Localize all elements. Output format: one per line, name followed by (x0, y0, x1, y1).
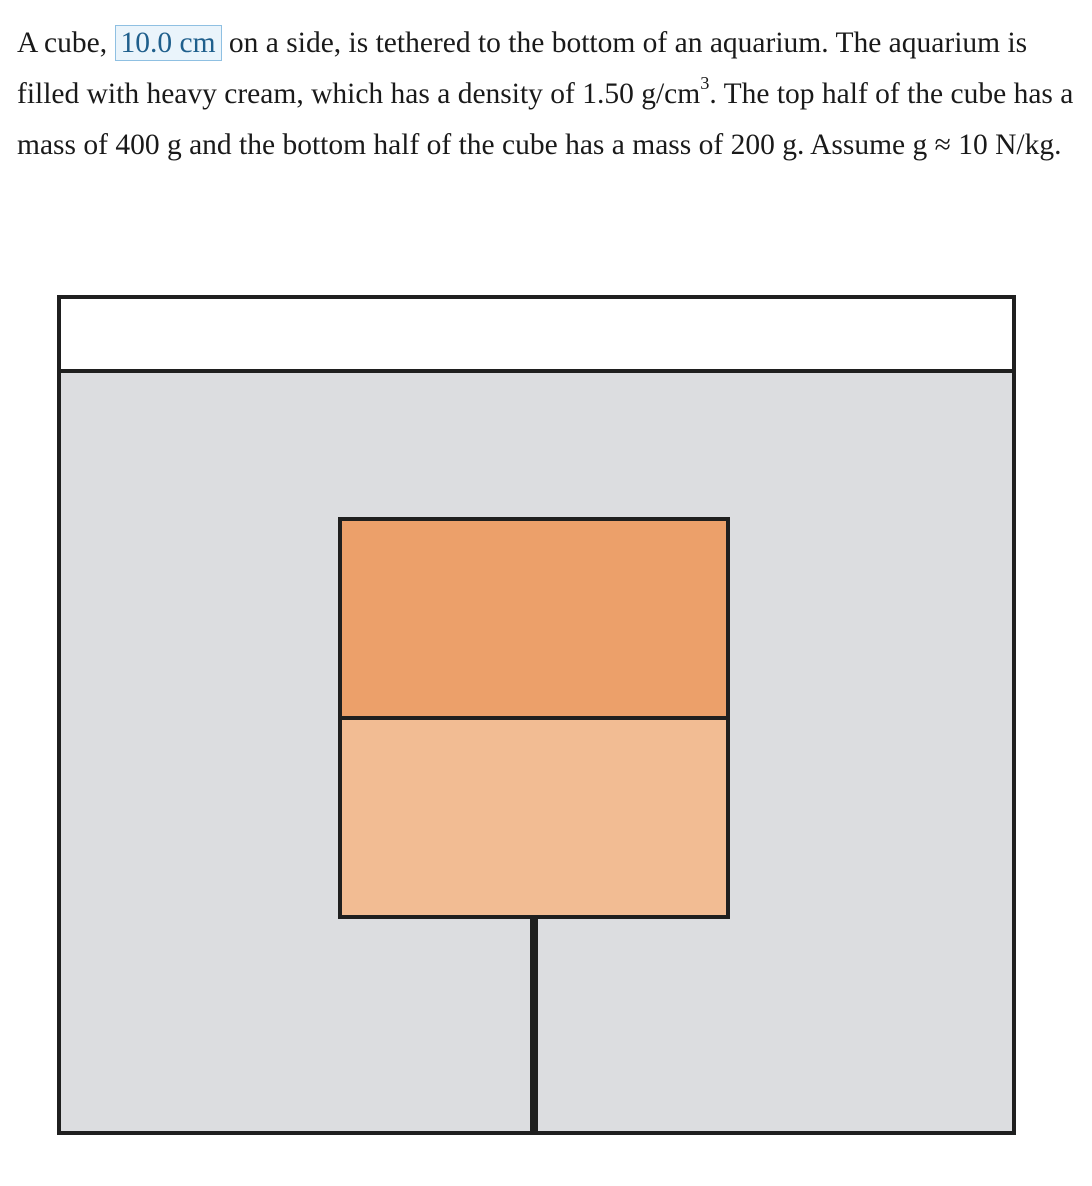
heavy-cream-fluid (59, 371, 1014, 1133)
side-length-value[interactable]: 10.0 cm (115, 25, 222, 61)
problem-text-part1: A cube, (17, 27, 115, 59)
cube-top-half (340, 519, 728, 718)
problem-text-part3: . The top half of the cube has a mass of 400 g and the bottom half of the cube has a mass of 200 g. Assume g ≈ 10 N/kg. (17, 78, 1074, 161)
problem-statement (17, 18, 1077, 171)
exponent-superscript: 3 (700, 73, 710, 94)
problem-text-part2: on a side, is tethered to the bottom of an aquarium. The aquarium is filled with heavy cream, which has a density of 1.50 g/cm (17, 27, 1028, 110)
aquarium-outline (59, 297, 1014, 1133)
cube-bottom-half (340, 718, 728, 917)
air-gap (59, 297, 1014, 371)
